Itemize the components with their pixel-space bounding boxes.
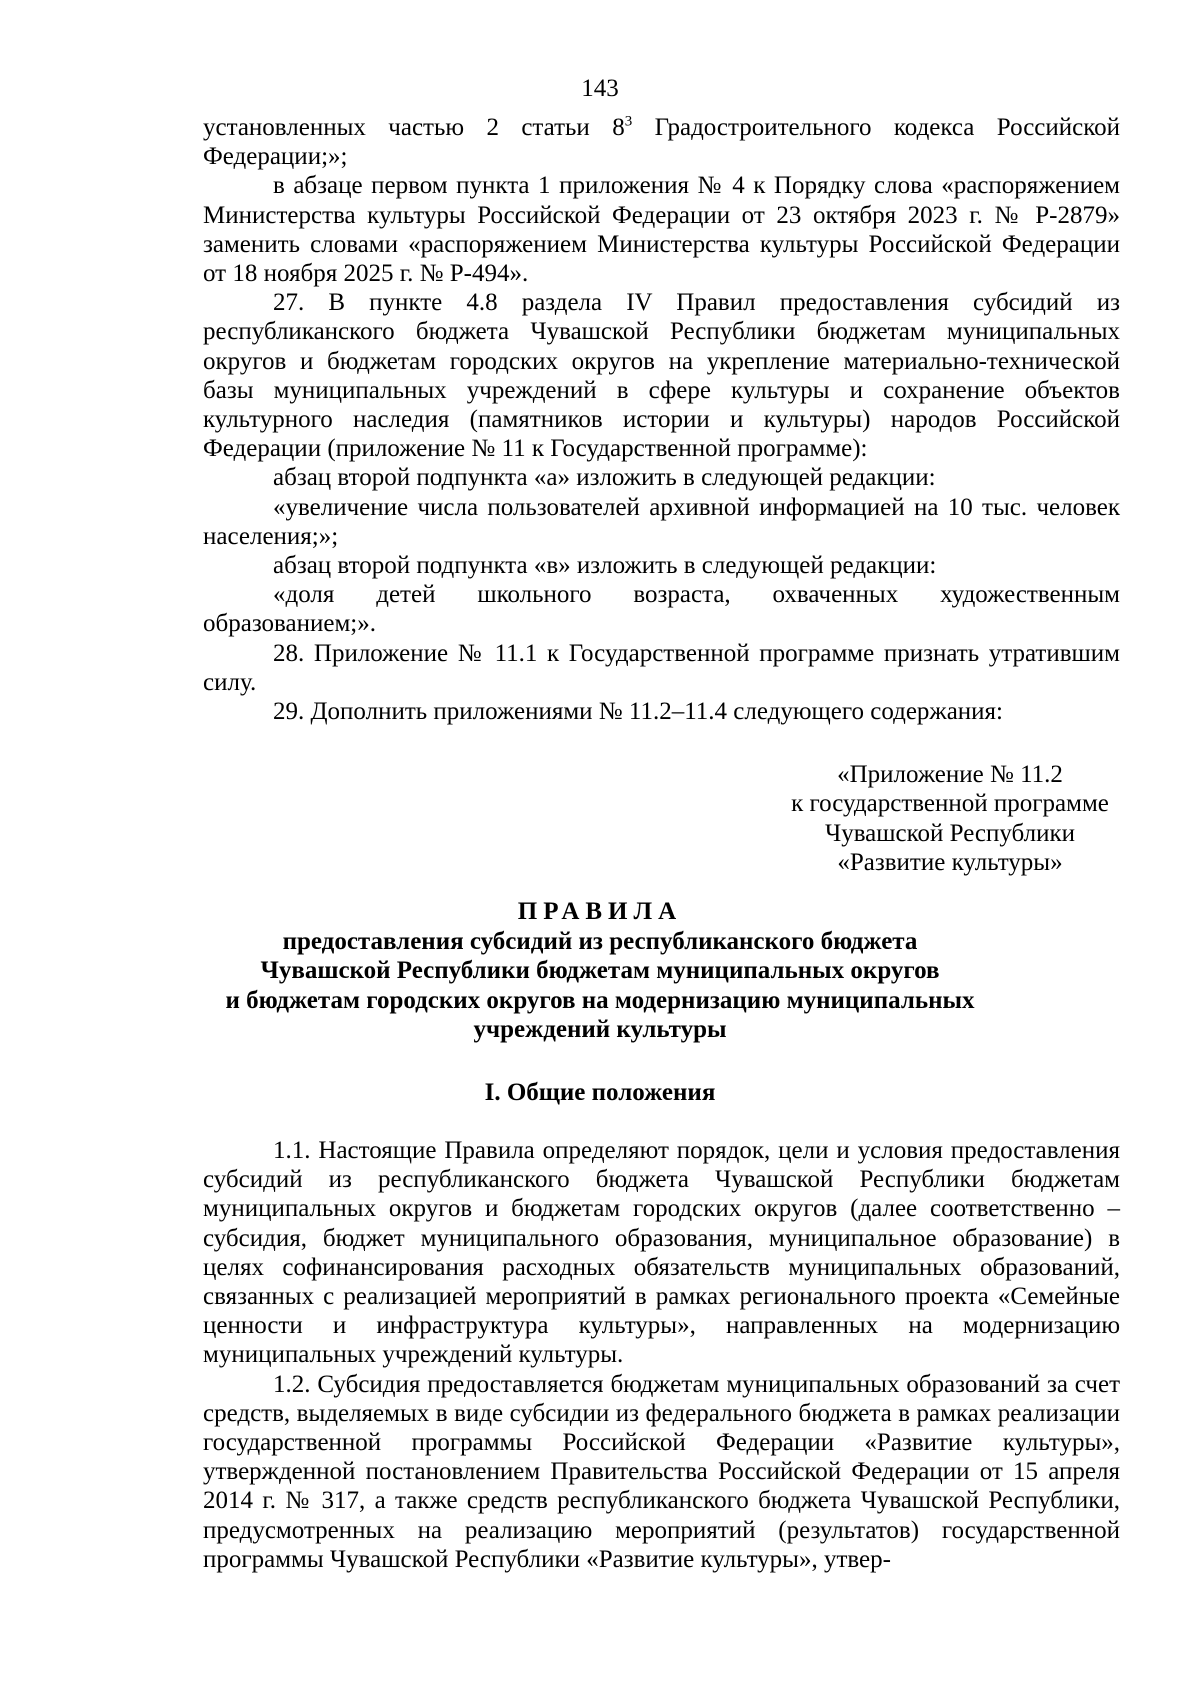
paragraph-2: в абзаце первом пункта 1 приложения № 4 к Порядку слова «распоряжением Министерства культуры Российской Федерации от 23 октября 2023 г. № Р-2879» заменить словами «распоряжением Министерства культуры Российской Федерации от 18 ноября 2025 г. № Р-494».	[203, 172, 1120, 288]
appendix-line: «Приложение № 11.2	[837, 761, 1063, 788]
paragraph-5: «увеличение числа пользователей архивной информацией на 10 тыс. человек населения;»;	[203, 493, 1120, 550]
superscript: 3	[624, 113, 633, 130]
rules-subtitle-line: предоставления субсидий из республиканского бюджета	[282, 928, 918, 955]
paragraph-1-2: 1.2. Субсидия предоставляется бюджетам муниципальных образований за счет средств, выделяемых в виде субсидии из федерального бюджета в рамках реализации государственной программы Российской Федерации «Развитие культуры», утвержденной постановлением Правительства Российской Федерации от 15 апреля 2014 г. № 317, а также средств республиканского бюджета Чувашской Республики, предусмотренных на реализацию мероприятий (результатов) государственной программы Чувашской Республики «Развитие культуры», утвер-	[203, 1370, 1120, 1573]
rules-subtitle-line: и бюджетам городских округов на модернизацию муниципальных	[225, 986, 975, 1014]
rules-subtitle-line: учреждений культуры	[473, 1016, 727, 1044]
paragraph-3: 27. В пункте 4.8 раздела IV Правил предоставления субсидий из республиканского бюджета Чувашской Республики бюджетам муниципальных округов и бюджетам городских округов на укрепление материально-технической базы муниципальных учреждений в сфере культуры и сохранение объектов культурного наследия (памятников истории и культуры) народов Российской Федерации (приложение № 11 к Государственной программе):	[203, 289, 1120, 463]
paragraph-7: «доля детей школьного возраста, охваченных художественным образованием;».	[203, 581, 1120, 638]
appendix-line: к государственной программе	[791, 790, 1109, 818]
paragraph-1: установленных частью 2 статьи $8^3$ Градостроительного кодекса Российской Федерации;»;	[203, 113, 1120, 171]
appendix-line: Чувашской Республики	[824, 819, 1076, 847]
rules-subtitle	[0, 927, 1200, 1045]
document-body-bottom	[203, 1136, 1120, 1574]
appendix-caption	[0, 760, 1200, 878]
paragraph-4: абзац второй подпункта «а» изложить в следующей редакции:	[273, 464, 936, 492]
appendix-line: «Развитие культуры»	[837, 849, 1063, 877]
rules-title: ПРАВИЛА	[517, 898, 683, 925]
rules-subtitle-line: Чувашской Республики бюджетам муниципальных округов	[260, 957, 940, 985]
document-body-top	[203, 113, 1120, 726]
paragraph-9: 29. Дополнить приложениями № 11.2–11.4 следующего содержания:	[273, 698, 1003, 726]
page-number: 143	[581, 75, 619, 102]
paragraph-1-1: 1.1. Настоящие Правила определяют порядок, цели и условия предоставления субсидий из республиканского бюджета Чувашской Республики бюджетам муниципальных округов и бюджетам городских округов (далее соответственно – субсидия, бюджет муниципального образования, муниципальное образование) в целях софинансирования расходных обязательств муниципальных образований, связанных с реализацией мероприятий в рамках регионального проекта «Семейные ценности и инфраструктура культуры», направленных на модернизацию муниципальных учреждений культуры.	[203, 1137, 1120, 1369]
paragraph-8: 28. Приложение № 11.1 к Государственной программе признать утратившим силу.	[203, 639, 1120, 696]
paragraph-6: абзац второй подпункта «в» изложить в следующей редакции:	[273, 552, 937, 580]
section-heading: I. Общие положения	[484, 1079, 716, 1106]
